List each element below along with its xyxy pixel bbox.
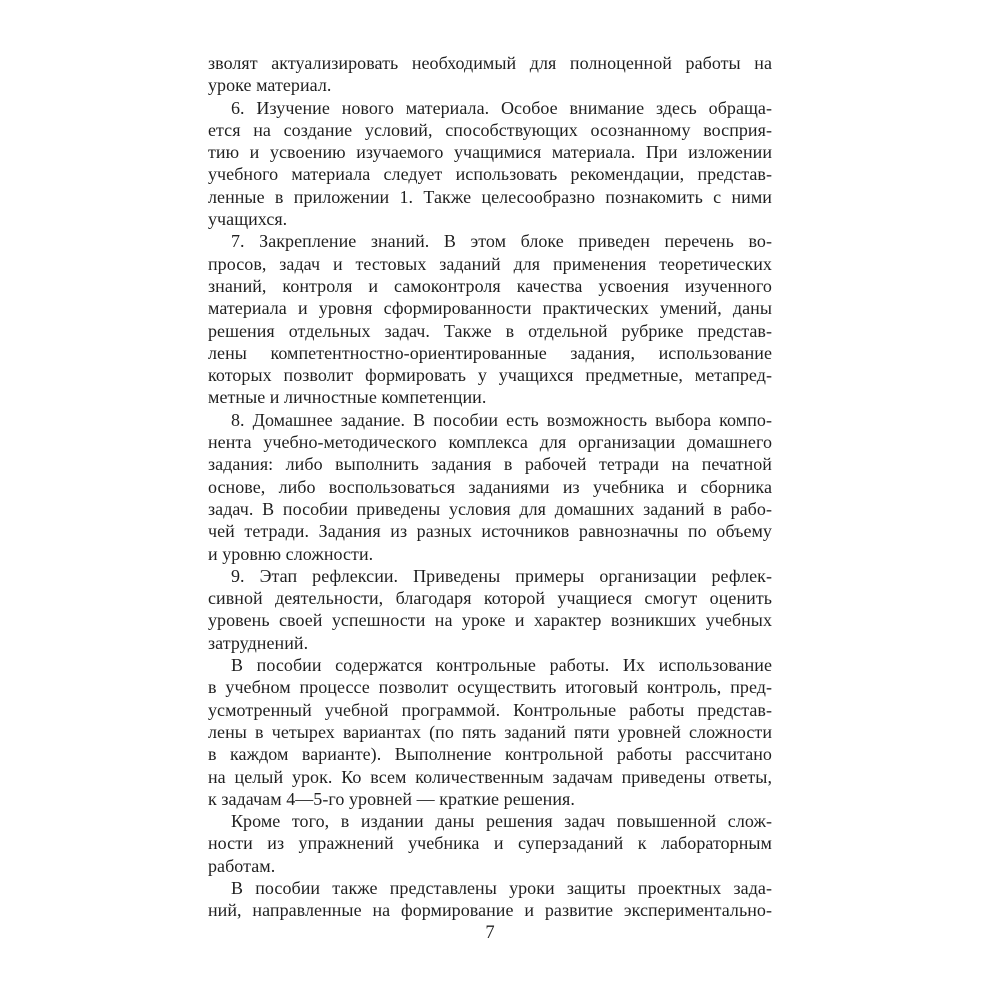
text-line: нента учебно-методического комплекса для организации домашнего [208,432,772,453]
text-line: учебного материала следует использовать рекомендации, представ- [208,164,772,185]
page-text [208,52,772,922]
text-line: просов, задач и тестовых заданий для применения теоретических [208,253,772,274]
text-line: задач. В пособии приведены условия для домашних заданий в рабо- [208,498,772,519]
text-line: и уровню сложности. [208,543,374,564]
text-line: основе, либо воспользоваться заданиями из учебника и сборника [208,476,772,497]
text-line: уроке материал. [208,75,332,96]
text-line: решения отдельных задач. Также в отдельной рубрике представ- [208,320,772,341]
text-line: 6. Изучение нового материала. Особое внимание здесь обраща- [231,97,772,118]
text-line: 9. Этап рефлексии. Приведены примеры организации рефлек- [231,565,772,586]
text-line: к задачам 4—5-го уровней — краткие решения. [208,788,575,809]
text-line: лены в четырех вариантах (по пять заданий пяти уровней сложности [208,721,772,742]
text-line: на целый урок. Ко всем количественным задачам приведены ответы, [208,766,772,787]
text-line: 7. Закрепление знаний. В этом блоке приведен перечень во- [231,231,772,252]
text-line: сивной деятельности, благодаря которой учащиеся смогут оценить [208,588,772,609]
text-line: учащихся. [208,209,288,230]
text-line: которых позволит формировать у учащихся предметные, метапред- [208,365,772,386]
text-line: в учебном процессе позволит осуществить итоговый контроль, пред- [208,677,772,698]
text-line: Кроме того, в издании даны решения задач повышенной слож- [231,811,772,832]
text-line: знаний, контроля и самоконтроля качества усвоения изученного [208,275,772,296]
text-line: ности из упражнений учебника и суперзаданий к лабораторным [208,833,772,854]
page-number: 7 [485,923,495,943]
text-line: метные и личностные компетенции. [208,387,487,408]
text-line: в каждом варианте). Выполнение контрольной работы рассчитано [208,744,772,765]
text-line: материала и уровня сформированности практических умений, даны [208,298,772,319]
text-line: затруднений. [208,632,309,653]
text-line: 8. Домашнее задание. В пособии есть возможность выбора компо- [231,409,772,430]
text-line: тию и усвоению изучаемого учащимися материала. При изложении [208,142,772,163]
text-line: ний, направленные на формирование и развитие экспериментально- [208,900,772,921]
text-line: лены компетентностно-ориентированные задания, использование [208,342,772,363]
text-line: работам. [208,855,276,876]
text-line: ленные в приложении 1. Также целесообразно познакомить с ними [208,186,772,207]
text-line: усмотренный учебной программой. Контрольные работы представ- [208,699,772,720]
text-line: зволят актуализировать необходимый для полноценной работы на [208,53,772,73]
text-line: В пособии также представлены уроки защиты проектных зада- [231,877,772,898]
text-line: ется на создание условий, способствующих осознанному восприя- [208,119,772,140]
text-line: уровень своей успешности на уроке и характер возникших учебных [208,610,772,631]
text-line: чей тетради. Задания из разных источников равнозначны по объему [208,521,772,542]
text-line: В пособии содержатся контрольные работы. Их использование [231,655,772,676]
text-line: задания: либо выполнить задания в рабочей тетради на печатной [208,454,772,475]
